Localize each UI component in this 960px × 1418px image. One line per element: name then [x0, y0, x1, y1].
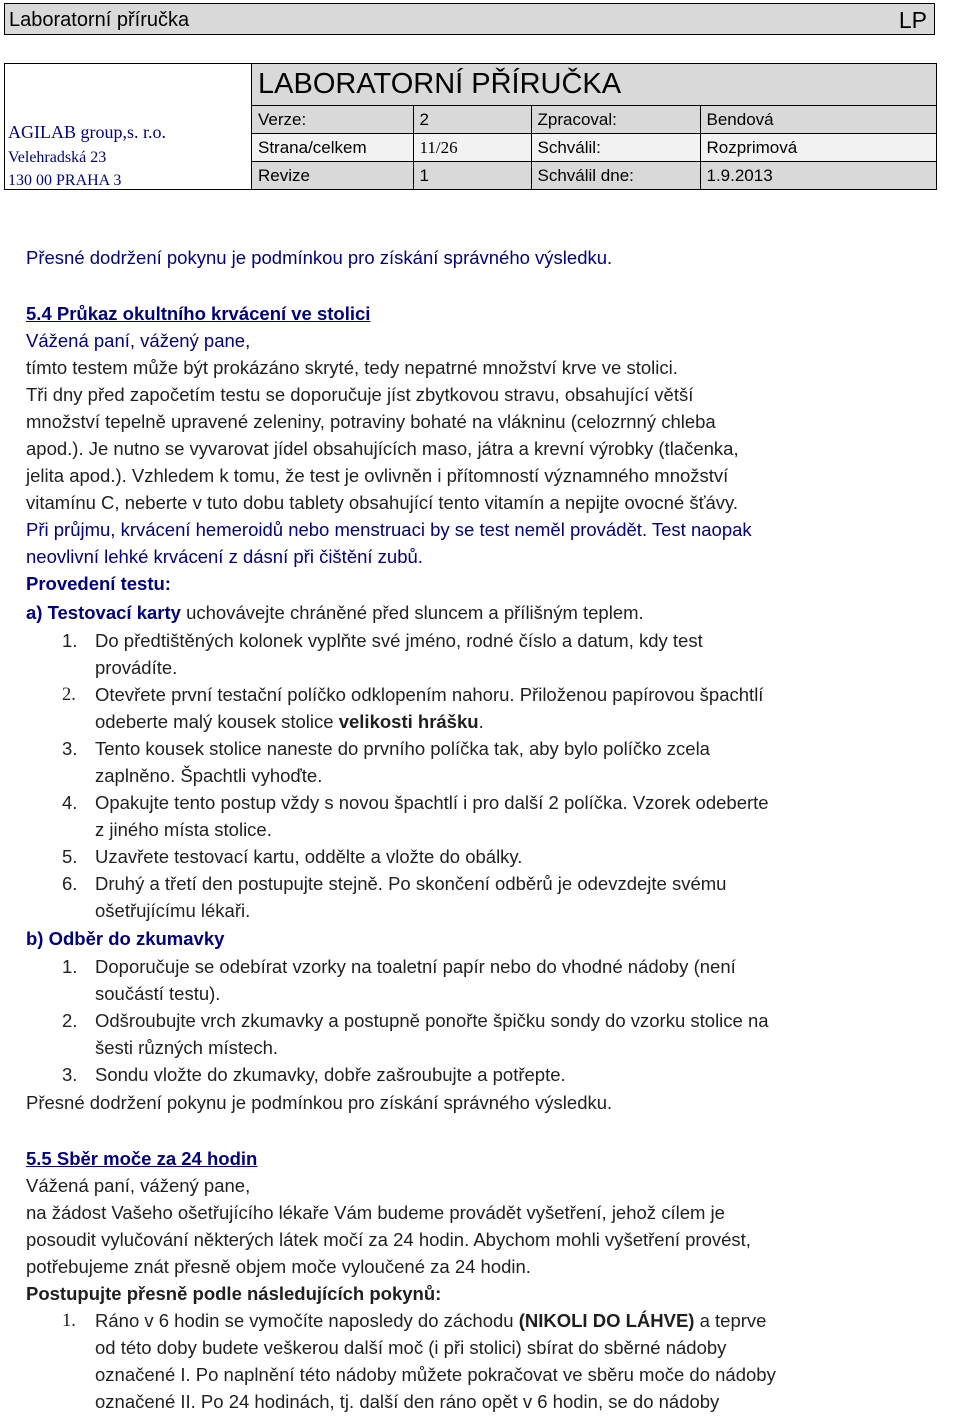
step-number: 1.	[62, 1311, 76, 1331]
step-text: označené I. Po naplnění této nádoby můžete pokračovat ve sběru moče do nádoby	[95, 1364, 776, 1385]
meta-label: Schválil:	[531, 134, 700, 162]
step-number: 6.	[62, 873, 78, 894]
procedure-heading: Provedení testu:	[26, 573, 171, 594]
top-bar	[4, 3, 935, 35]
step-text-bold: velikosti hrášku	[338, 711, 479, 732]
greeting: Vážená paní, vážený pane,	[26, 330, 251, 351]
step-text: Uzavřete testovací kartu, oddělte a vložte do obálky.	[95, 846, 523, 867]
top-bar-code: LP	[898, 7, 927, 33]
company-name-bold: AGILAB	[8, 122, 76, 142]
step-number: 2.	[62, 1010, 78, 1031]
company-name-rest: group,s. r.o.	[76, 122, 166, 142]
step-text-part: odeberte malý kousek stolice	[95, 711, 339, 732]
step-text: označené II. Po 24 hodinách, tj. další den ráno opět v 6 hodin, se do nádoby	[95, 1391, 720, 1412]
step-text-bold: (NIKOLI DO LÁHVE)	[518, 1310, 695, 1331]
meta-label: Zpracoval:	[531, 106, 700, 134]
step-number: 2.	[62, 685, 76, 705]
meta-value: Rozprimová	[700, 134, 936, 162]
step-number: 3.	[62, 1064, 78, 1085]
meta-label: Schválil dne:	[531, 162, 700, 190]
step-text-part: .	[478, 711, 484, 732]
step-text: Druhý a třetí den postupujte stejně. Po skončení odběrů je odevzdejte svému	[95, 873, 727, 894]
heading-number: 5.	[26, 303, 42, 324]
step-text: Otevřete první testační políčko odklopením nahoru. Přiloženou papírovou špachtlí	[95, 684, 764, 705]
closing-note: Přesné dodržení pokynu je podmínkou pro získání správného výsledku.	[26, 1092, 613, 1113]
step-text: od této doby budete veškerou další moč (i při stolici) sbírat do sběrné nádoby	[95, 1337, 727, 1358]
greeting: Vážená paní, vážený pane,	[26, 1175, 251, 1196]
paragraph-line: potřebujeme znát přesně objem moče vyloučené za 24 hodin.	[26, 1256, 531, 1277]
step-number: 5.	[62, 846, 78, 867]
meta-value: 2	[413, 106, 531, 134]
step-text	[95, 710, 484, 734]
meta-label: Strana/celkem	[252, 134, 413, 162]
document-title-cell	[252, 64, 936, 106]
step-text: Opakujte tento postup vždy s novou špachtlí i pro další 2 políčka. Vzorek odeberte	[95, 792, 769, 813]
table-row	[252, 106, 936, 134]
step-text: šesti různých místech.	[95, 1037, 279, 1058]
step-number: 3.	[62, 738, 78, 759]
company-city: 130 00 PRAHA 3	[8, 172, 122, 189]
document-header	[4, 63, 937, 190]
paragraph-line: jelita apod.). Vzhledem k tomu, že test je ovlivněn i přítomností významného množství	[26, 465, 729, 486]
document-title: LABORATORNÍ PŘÍRUČKA	[258, 68, 622, 100]
step-text: součástí testu).	[95, 983, 221, 1004]
subsection-a-text: uchovávejte chráněné před sluncem a přílišným teplem.	[180, 602, 644, 623]
paragraph-line: tímto testem může být prokázáno skryté, tedy nepatrné množství krve ve stolici.	[26, 357, 678, 378]
table-row	[252, 162, 936, 190]
company-name	[8, 122, 166, 143]
meta-label: Revize	[252, 162, 413, 190]
meta-value: 1.9.2013	[700, 162, 936, 190]
meta-value: 1	[413, 162, 531, 190]
step-text: Odšroubujte vrch zkumavky a postupně ponořte špičku sondy do vzorku stolice na	[95, 1010, 769, 1031]
paragraph-line: na žádost Vašeho ošetřujícího lékaře Vám budeme provádět vyšetření, jehož cílem je	[26, 1202, 725, 1223]
subsection-a-label: a) Testovací karty	[26, 602, 181, 623]
step-number: 1.	[62, 630, 78, 651]
intro-note: Přesné dodržení pokynu je podmínkou pro získání správného výsledku.	[26, 247, 613, 268]
paragraph-line: apod.). Je nutno se vyvarovat jídel obsahujících maso, játra a krevní výrobky (tlačenka,	[26, 438, 739, 459]
warning-line: Při průjmu, krvácení hemeroidů nebo menstruaci by se test neměl provádět. Test naopak	[26, 519, 752, 540]
step-text	[95, 1309, 766, 1333]
instructions-heading: Postupujte přesně podle následujících pokynů:	[26, 1283, 442, 1304]
metadata-table	[252, 106, 936, 189]
paragraph-line: množství tepelně upravené zeleniny, potraviny bohaté na vlákninu (celozrnný chleba	[26, 411, 716, 432]
company-cell	[5, 64, 252, 189]
step-number: 1.	[62, 956, 78, 977]
section-heading-5-5: 5.5 Sběr moče za 24 hodin	[26, 1148, 258, 1169]
meta-label: Verze:	[252, 106, 413, 134]
paragraph-line: vitamínu C, neberte v tuto dobu tablety obsahující tento vitamín a nepijte ovocné šťávy.	[26, 492, 739, 513]
step-text: ošetřujícímu lékaři.	[95, 900, 251, 921]
step-text: Sondu vložte do zkumavky, dobře zašroubujte a potřepte.	[95, 1064, 566, 1085]
meta-value: 11/26	[413, 134, 531, 162]
step-text: z jiného místa stolice.	[95, 819, 272, 840]
table-row	[252, 134, 936, 162]
step-text-part: Ráno v 6 hodin se vymočíte naposledy do záchodu	[95, 1310, 519, 1331]
meta-value: Bendová	[700, 106, 936, 134]
paragraph-line: Tři dny před započetím testu se doporučuje jíst zbytkovou stravu, obsahující větší	[26, 384, 694, 405]
subsection-a	[26, 601, 644, 625]
subsection-b-label: b) Odběr do zkumavky	[26, 928, 225, 949]
step-number: 4.	[62, 792, 78, 813]
step-text-part: a teprve	[694, 1310, 767, 1331]
heading-text: 4 Průkaz okultního krvácení ve stolici	[41, 303, 371, 324]
section-heading-5-4	[26, 302, 370, 326]
paragraph-line: posoudit vylučování některých látek močí za 24 hodin. Abychom mohli vyšetření provést,	[26, 1229, 751, 1250]
company-street: Velehradská 23	[8, 149, 107, 166]
step-text: provádíte.	[95, 657, 178, 678]
step-text: zaplněno. Špachtli vyhoďte.	[95, 765, 323, 786]
step-text: Tento kousek stolice naneste do prvního políčka tak, aby bylo políčko zcela	[95, 738, 710, 759]
step-text: Do předtištěných kolonek vyplňte své jméno, rodné číslo a datum, kdy test	[95, 630, 703, 651]
warning-line: neovlivní lehké krvácení z dásní při čištění zubů.	[26, 546, 423, 567]
step-text: Doporučuje se odebírat vzorky na toaletní papír nebo do vhodné nádoby (není	[95, 956, 736, 977]
top-bar-title: Laboratorní příručka	[9, 9, 190, 31]
